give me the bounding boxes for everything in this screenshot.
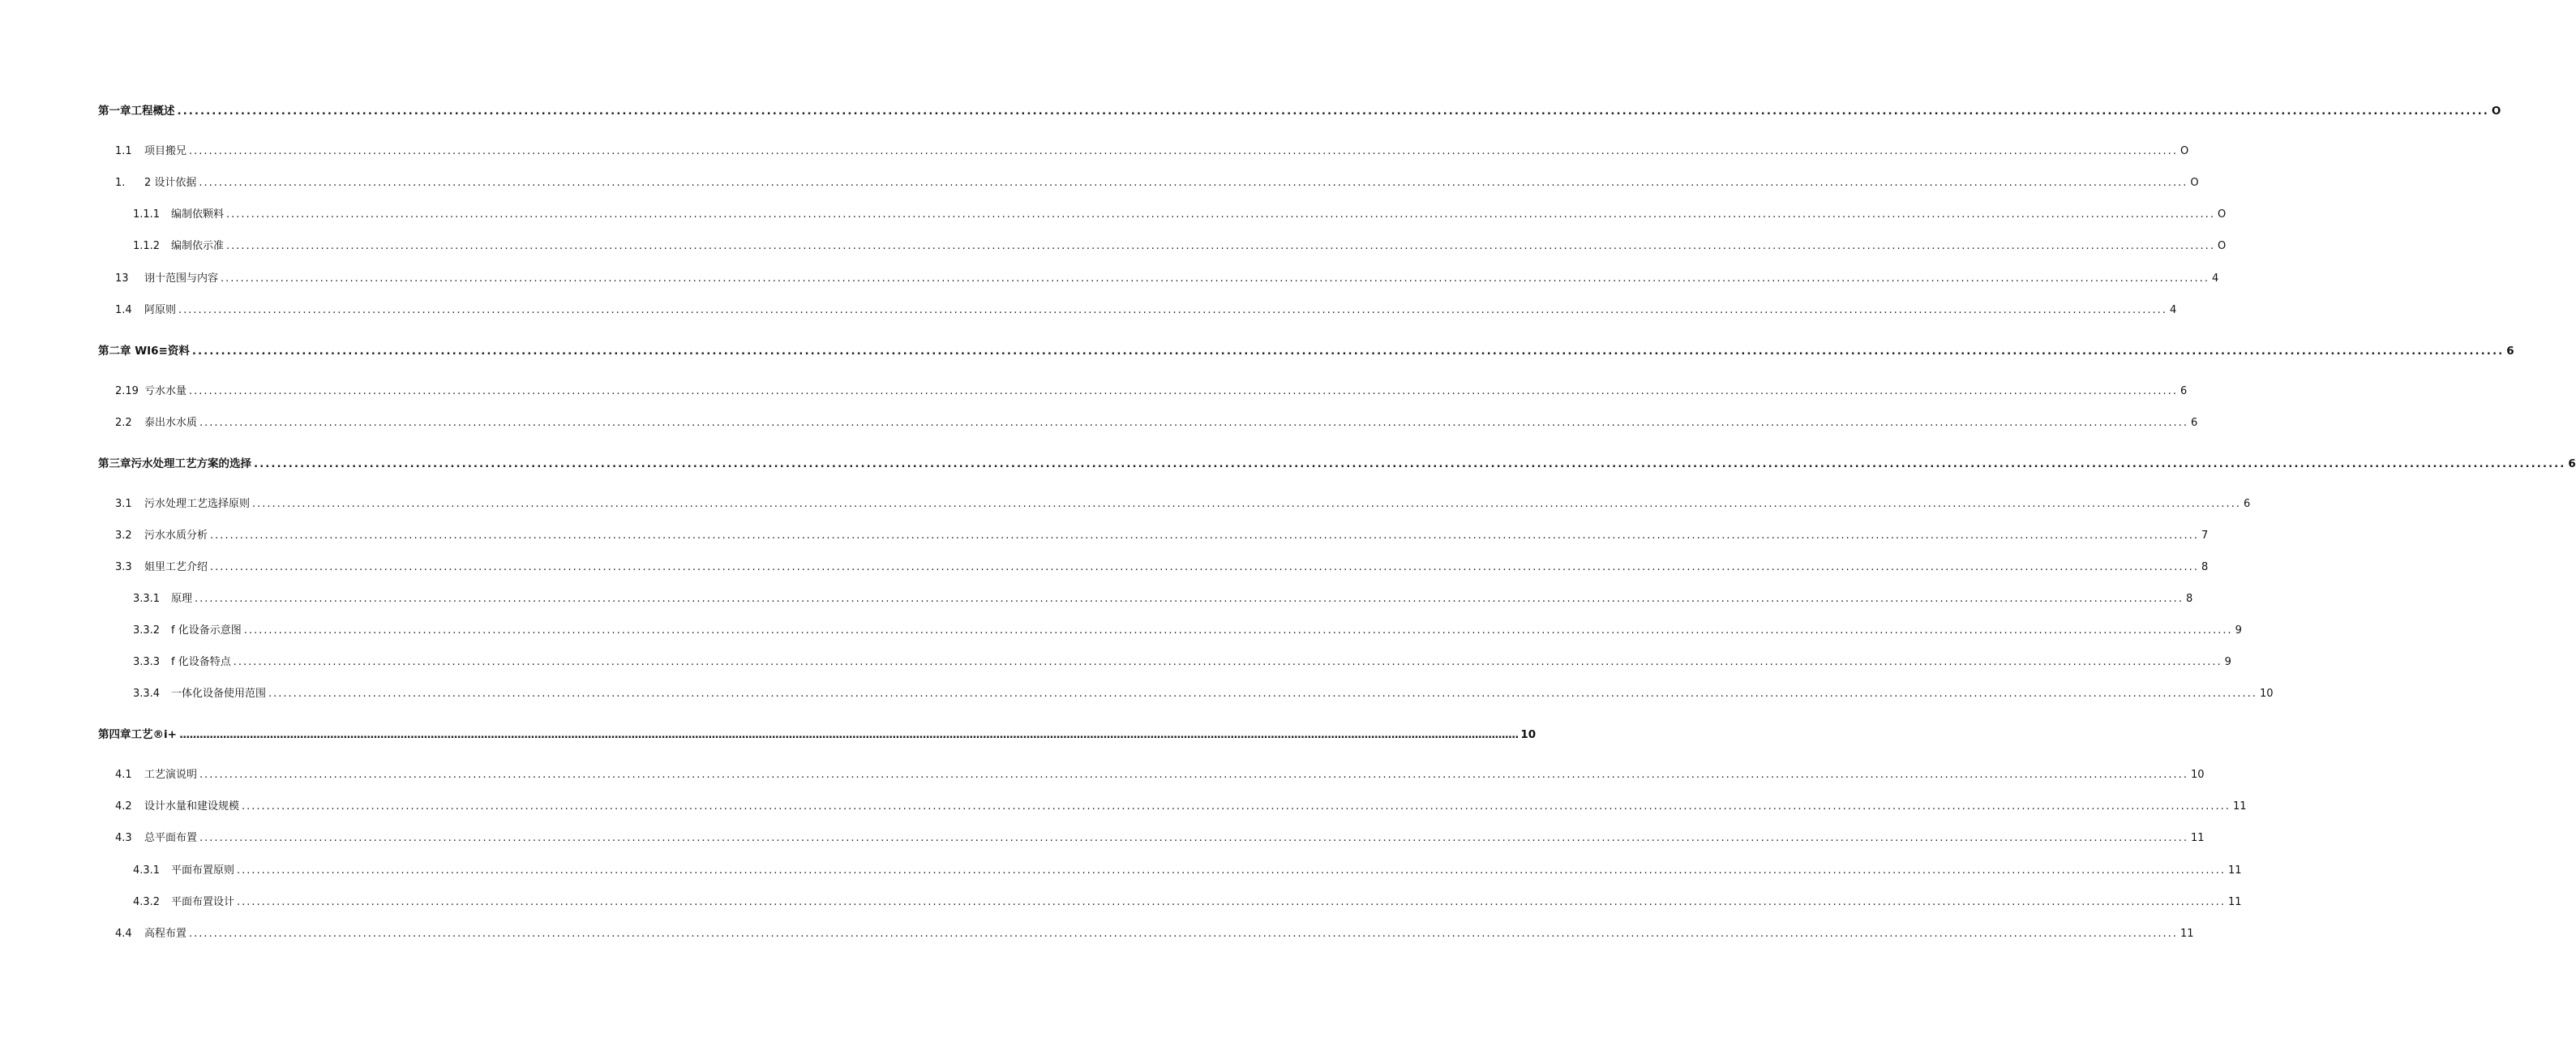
toc-entry[interactable] [133,208,2227,222]
toc-entry-title: 平面布置设计 [171,896,235,908]
dot-leader: ................................................................................................................................................................................................................................................................................................................................................................................................................ [226,240,2215,252]
toc-entry-label [133,655,231,670]
toc-entry-label [115,800,239,814]
toc-entry-number: 4.1 [115,769,132,781]
toc-entry-number: 4.3.2 [133,896,161,908]
toc-entry-number: 3.2 [115,530,132,542]
toc-entry[interactable] [115,927,2194,941]
toc-entry-page-number: 6 [2568,457,2576,470]
toc-entry-label [115,272,218,286]
dot-leader: ................................................................................................................................................................................................................................................................................................................................................................................................................ [268,688,2257,700]
toc-entry-label [115,176,196,191]
toc-entry[interactable] [133,624,2242,638]
toc-entry-number: 1.1.2 [133,240,161,252]
toc-entry-page-number: 11 [2227,864,2242,877]
toc-entry-label [115,529,208,543]
toc-entry[interactable] [133,655,2231,670]
toc-entry[interactable] [115,768,2205,783]
dot-leader: ................................................................................................................................................................................................................................................................................................................................................................................................................ [254,457,2566,470]
toc-entry[interactable] [98,457,2576,471]
toc-entry-page-number: 11 [2190,832,2205,844]
toc-entry[interactable] [115,176,2199,191]
toc-entry-title: 第四章工艺®i+ [98,728,177,741]
toc-entry-label [115,384,186,399]
toc-entry-number: 3.3.4 [133,688,161,700]
toc-entry[interactable] [115,831,2205,846]
toc-entry-number: 3.3.1 [133,593,161,605]
toc-entry-page-number: 6 [2243,498,2251,510]
toc-entry-label [115,303,176,318]
toc-entry-label [98,457,251,471]
dot-leader: ................................................................................................................................................................................................................................................................................................................................................................................................................ [178,728,1519,741]
toc-entry-label [115,560,208,575]
dot-leader: ................................................................................................................................................................................................................................................................................................................................................................................................................ [237,896,2226,908]
toc-entry-title: 诩十范围与内容 [144,272,219,285]
dot-leader: ................................................................................................................................................................................................................................................................................................................................................................................................................ [252,498,2241,510]
toc-entry[interactable] [115,560,2209,575]
toc-entry-number: 3.1 [115,498,132,510]
toc-entry[interactable] [115,303,2177,318]
toc-entry-label [98,104,175,118]
toc-entry-title: 项目搬兄 [144,145,187,157]
toc-entry-page-number: 11 [2227,896,2242,908]
toc-entry[interactable] [115,800,2247,814]
toc-entry-page-number: 4 [2169,304,2177,316]
toc-entry-title: 设计水量和建设规模 [144,800,240,813]
toc-entry-title: 工艺演说明 [144,769,198,781]
toc-entry-page-number: 10 [1520,728,1537,741]
toc-entry-label [115,497,250,512]
dot-leader: ................................................................................................................................................................................................................................................................................................................................................................................................................ [199,832,2188,844]
dot-leader: ................................................................................................................................................................................................................................................................................................................................................................................................................ [233,656,2222,668]
toc-entry[interactable] [98,104,2501,118]
toc-entry-title: 姐里工艺介绍 [144,561,208,573]
toc-entry[interactable] [133,592,2193,607]
toc-entry-page-number: 8 [2185,593,2193,605]
toc-entry-number: 1.1.1 [133,208,161,221]
dot-leader: ................................................................................................................................................................................................................................................................................................................................................................................................................ [189,928,2178,940]
toc-entry-page-number: 11 [2180,928,2194,940]
toc-entry-label [133,687,266,701]
toc-entry[interactable] [115,144,2189,159]
toc-entry-title: 亏水水量 [144,385,187,397]
toc-entry-page-number: 8 [2201,561,2209,573]
toc-entry-page-number: 6 [2190,417,2198,429]
dot-leader: ................................................................................................................................................................................................................................................................................................................................................................................................................ [237,864,2226,877]
toc-entry-number: 4.4 [115,928,132,940]
dot-leader: ................................................................................................................................................................................................................................................................................................................................................................................................................ [242,800,2231,813]
toc-entry[interactable] [115,272,2219,286]
toc-entry-title: 第二章 WI6≡资料 [98,345,190,358]
toc-entry-number: 2.2 [115,417,132,429]
toc-entry[interactable] [98,727,1537,742]
toc-entry-page-number: 10 [2190,769,2205,781]
dot-leader: ................................................................................................................................................................................................................................................................................................................................................................................................................ [210,561,2199,573]
toc-entry-number: 1.1 [115,145,132,157]
dot-leader: ................................................................................................................................................................................................................................................................................................................................................................................................................ [189,145,2178,157]
toc-entry-label [133,624,242,638]
toc-entry-label [115,831,197,846]
toc-entry-number: 13 [115,272,129,285]
toc-entry-label [133,592,192,607]
toc-entry[interactable] [115,529,2209,543]
toc-entry-label [98,727,177,742]
dot-leader: ................................................................................................................................................................................................................................................................................................................................................................................................................ [177,105,2489,118]
toc-entry-title: 阿原则 [144,304,177,316]
toc-entry-title: 原理 [171,593,193,605]
toc-entry-title: 第一章工程概述 [98,105,175,118]
toc-entry-page-number: 11 [2232,800,2247,813]
toc-entry-title: 平面布置原则 [171,864,235,877]
toc-entry-title: 污水处理工艺选择原则 [144,498,251,510]
toc-entry-page-number: 6 [2506,345,2514,358]
toc-entry-label [133,239,224,254]
toc-entry-title: f 化设备特点 [171,656,231,668]
toc-entry[interactable] [133,239,2227,254]
toc-entry-label [133,895,234,910]
toc-entry-label [98,344,190,358]
toc-entry-title: 编制依颗料 [171,208,225,221]
toc-entry-number: 3.3.2 [133,624,161,637]
toc-entry-title: 污水水质分析 [144,530,208,542]
toc-entry[interactable] [98,344,2514,358]
toc-entry-number: 2.19 [115,385,139,397]
dot-leader: ................................................................................................................................................................................................................................................................................................................................................................................................................ [189,385,2178,397]
toc-entry-label [115,927,186,941]
toc-entry-label [133,864,234,878]
dot-leader: ................................................................................................................................................................................................................................................................................................................................................................................................................ [178,304,2167,316]
toc-entry-number: 4.3.1 [133,864,161,877]
toc-entry-label [115,768,197,783]
toc-entry[interactable] [133,864,2242,878]
toc-entry-label [115,416,197,431]
toc-entry-label [115,144,186,159]
toc-entry-title: 总平面布置 [144,832,198,844]
dot-leader: ................................................................................................................................................................................................................................................................................................................................................................................................................ [199,769,2188,781]
toc-entry-label [133,208,224,222]
dot-leader: ................................................................................................................................................................................................................................................................................................................................................................................................................ [210,530,2199,542]
toc-entry-title: 编制依示准 [171,240,225,252]
dot-leader: ................................................................................................................................................................................................................................................................................................................................................................................................................ [226,208,2215,221]
dot-leader: ................................................................................................................................................................................................................................................................................................................................................................................................................ [243,624,2233,637]
toc-entry-title: 第三章污水处理工艺方案的选择 [98,457,251,470]
toc-entry[interactable] [115,384,2188,399]
dot-leader: ................................................................................................................................................................................................................................................................................................................................................................................................................ [191,345,2505,358]
toc-entry-page-number: 4 [2211,272,2219,285]
toc-entry-page-number: 7 [2201,530,2209,542]
toc-entry[interactable] [133,687,2274,701]
dot-leader: ................................................................................................................................................................................................................................................................................................................................................................................................................ [195,593,2184,605]
toc-entry-number: 4.3 [115,832,132,844]
toc-entry-page-number: O [2491,105,2501,118]
dot-leader: ................................................................................................................................................................................................................................................................................................................................................................................................................ [199,177,2188,189]
toc-entry-number: 3.3 [115,561,132,573]
toc-entry-title: 2 设计依据 [144,177,197,189]
toc-entry-number: 1. [115,177,126,189]
toc-entry-number: 3.3.3 [133,656,161,668]
toc-entry-title: 高程布置 [144,928,187,940]
toc-entry-number: 1.4 [115,304,132,316]
toc-entry-page-number: 6 [2180,385,2188,397]
toc-entry-page-number: O [2217,208,2227,221]
toc-entry-page-number: 9 [2235,624,2242,637]
toc-entry[interactable] [115,497,2251,512]
toc-entry-page-number: O [2180,145,2189,157]
toc-entry-title: 一体化设备使用范围 [171,688,267,700]
toc-entry-page-number: O [2217,240,2227,252]
toc-entry-page-number: 10 [2259,688,2274,700]
toc-entry-title: 泰出水水质 [144,417,198,429]
toc-entry-page-number: 9 [2224,656,2231,668]
toc-entry-number: 4.2 [115,800,132,813]
toc-entry[interactable] [115,416,2198,431]
toc-entry-page-number: O [2190,177,2199,189]
dot-leader: ................................................................................................................................................................................................................................................................................................................................................................................................................ [221,272,2210,285]
dot-leader: ................................................................................................................................................................................................................................................................................................................................................................................................................ [199,417,2188,429]
toc-entry[interactable] [133,895,2242,910]
toc-entry-title: f 化设备示意图 [171,624,242,637]
